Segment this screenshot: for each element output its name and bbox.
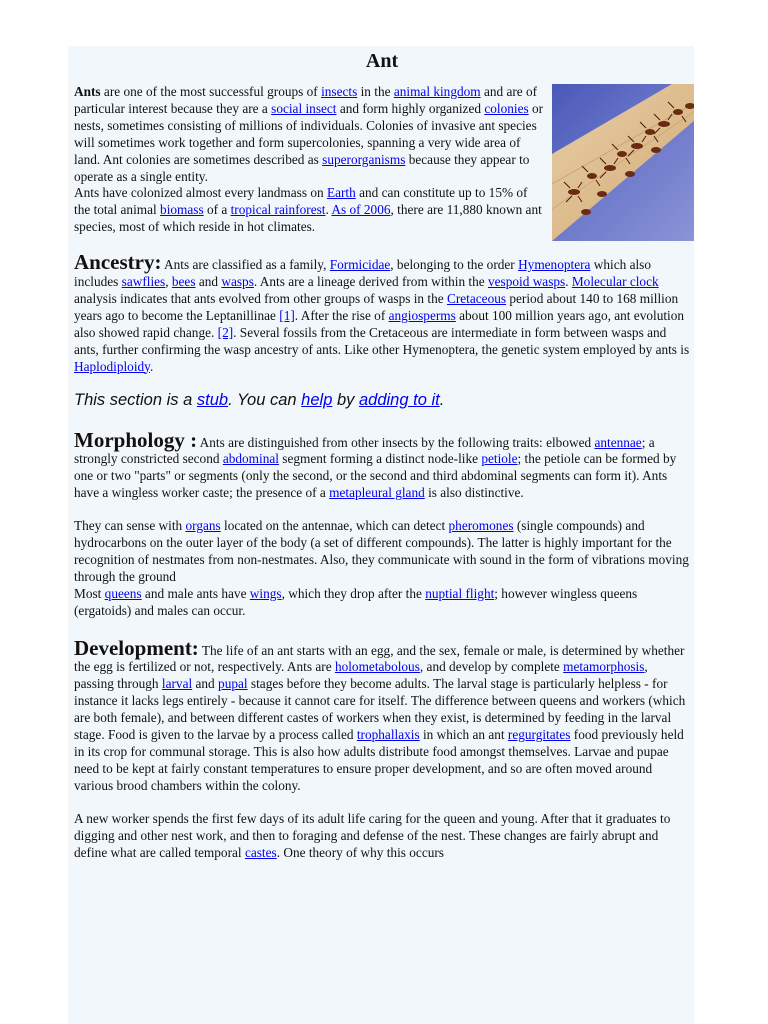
text-run: of a <box>203 202 231 218</box>
ants-photo <box>552 84 694 241</box>
text-run: in which an ant <box>419 727 508 743</box>
text-run: located on the antennae, which can detect <box>220 518 449 534</box>
link-holometabolous[interactable]: holometabolous <box>334 659 420 675</box>
page-title: Ant <box>365 50 399 72</box>
text-run: stages before they become adults. The larval stage is particularly helpless - for instance it lacks legs entirely - because it cannot care for itself. The difference between queens and workers (which are both female), and between different castes of workers when they exist, is determined by feeding in the larval stage. Food is given to the larvae by a process called <box>74 676 686 743</box>
text-run: analysis indicates that ants evolved from other groups of wasps in the <box>74 290 447 306</box>
link-sawflies[interactable]: sawflies <box>121 274 166 290</box>
link-organs[interactable]: organs <box>185 518 221 534</box>
text-run: which also includes <box>74 257 652 290</box>
morphology-paragraph-3 <box>74 586 690 620</box>
text-run: by <box>332 390 359 409</box>
link-abdominal[interactable]: abdominal <box>222 451 279 467</box>
text-run: segment forming a distinct node-like <box>278 451 482 467</box>
text-run: are one of the most successful groups of <box>100 84 322 99</box>
link-colonies[interactable]: colonies <box>484 100 529 116</box>
development-paragraph-2 <box>74 811 690 862</box>
link-metapleural-gland[interactable]: metapleural gland <box>329 485 425 501</box>
text-run: ; a strongly constricted second <box>74 434 655 467</box>
link-1[interactable]: [1] <box>279 307 295 323</box>
text-run: Ants are distinguished from other insects by the following traits: elbowed <box>197 434 595 450</box>
section-ancestry <box>74 250 690 375</box>
heading-morphology: Morphology : <box>74 427 198 452</box>
link-as-of-2006[interactable]: As of 2006 <box>331 202 391 218</box>
text-run: , <box>165 274 172 290</box>
text-run: Ants have colonized almost every landmass on <box>74 185 327 201</box>
text-run: Most <box>74 585 105 601</box>
text-run: Ants are classified as a family, <box>161 257 330 273</box>
morphology-paragraph-2 <box>74 518 690 586</box>
text-run: . Ants are a lineage derived from within the <box>253 274 488 290</box>
text-run: and <box>192 676 219 692</box>
link-hymenoptera[interactable]: Hymenoptera <box>518 257 591 273</box>
bold-term: Ants <box>74 84 101 99</box>
link-larval[interactable]: larval <box>161 676 193 692</box>
link-animal-kingdom[interactable]: animal kingdom <box>393 84 481 99</box>
text-run: They can sense with <box>74 518 186 534</box>
link-queens[interactable]: queens <box>104 585 142 601</box>
text-run: . You can <box>228 390 302 409</box>
text-run: , which they drop after the <box>281 585 426 601</box>
text-run: ; the petiole can be formed by one or two "parts" or segments (only the second, or the second and third abdominal segments can form it). Ants have a wingless worker caste; the presence of a <box>74 451 677 501</box>
development-text-1 <box>74 643 685 793</box>
document-page <box>68 46 694 1024</box>
link-wasps[interactable]: wasps <box>221 274 254 290</box>
link-regurgitates[interactable]: regurgitates <box>507 727 571 743</box>
section-development <box>74 635 690 795</box>
text-run: period about 140 to 168 million years ago to become the Leptanillinae <box>74 290 679 323</box>
stub-notice <box>74 390 690 410</box>
link-antennae[interactable]: antennae <box>594 434 642 450</box>
text-run: The life of an ant starts with an egg, and the sex, female or male, is determined by whether the egg is fertilized or not, respectively. Ants are <box>74 642 685 675</box>
text-run: about 100 million years ago, ant evolution also showed rapid change. <box>74 307 685 340</box>
text-run: and male ants have <box>141 585 250 601</box>
text-run: . <box>325 202 332 218</box>
text-run: or nests, sometimes consisting of millions of individuals. Colonies of invasive ant species will sometimes work together and form supercolonies, spanning a very wide area of land. Ant colonies are sometimes described as <box>74 100 544 167</box>
text-run: A new worker spends the first few days of its adult life caring for the queen and young. After that it graduates to digging and other nest work, and then to foraging and defense of the nest. These changes are fairly abrupt and define what are called temporal <box>74 810 671 860</box>
heading-development: Development: <box>74 635 199 660</box>
text-run: . After the rise of <box>294 307 389 323</box>
ancestry-text <box>74 257 689 373</box>
link-angiosperms[interactable]: angiosperms <box>388 307 456 323</box>
link-tropical-rainforest[interactable]: tropical rainforest <box>230 202 326 218</box>
text-run: . One theory of why this occurs <box>276 844 444 860</box>
text-run: and are of particular interest because they are a <box>74 84 538 116</box>
link-petiole[interactable]: petiole <box>481 451 518 467</box>
text-run: . <box>565 274 572 290</box>
text-run: and form highly organized <box>336 100 485 116</box>
text-run: and <box>195 274 222 290</box>
text-run: . <box>439 390 445 409</box>
ants-on-wood-image <box>552 84 694 241</box>
link-vespoid-wasps[interactable]: vespoid wasps <box>488 274 566 290</box>
link-wings[interactable]: wings <box>249 585 282 601</box>
link-superorganisms[interactable]: superorganisms <box>322 151 406 167</box>
text-run: . <box>149 358 154 374</box>
text-run: because they appear to operate as a single entity. <box>74 151 530 184</box>
text-run: food previously held in its crop for communal storage. This is also how adults distribute food amongst themselves. Larvae and pupae need to be kept at fairly constant temperatures to ensure proper development, and so are often moved around various brood chambers within the colony. <box>74 727 684 793</box>
link-help[interactable]: help <box>301 390 333 409</box>
text-run: , belonging to the order <box>390 257 519 273</box>
link-insects[interactable]: insects <box>321 84 358 99</box>
article <box>68 49 694 861</box>
link-formicidae[interactable]: Formicidae <box>329 257 391 273</box>
section-morphology <box>74 427 690 503</box>
text-run: , there are 11,880 known ant species, most of which reside in hot climates. <box>74 202 542 235</box>
text-run: and can constitute up to 15% of the total animal <box>74 185 528 218</box>
link-molecular-clock[interactable]: Molecular clock <box>571 274 659 290</box>
link-2[interactable]: [2] <box>217 324 234 340</box>
link-earth[interactable]: Earth <box>326 185 356 201</box>
link-pheromones[interactable]: pheromones <box>448 518 514 534</box>
link-nuptial-flight[interactable]: nuptial flight <box>425 585 495 601</box>
heading-ancestry: Ancestry: <box>74 250 162 275</box>
link-social-insect[interactable]: social insect <box>271 100 337 116</box>
link-metamorphosis[interactable]: metamorphosis <box>563 659 645 675</box>
link-castes[interactable]: castes <box>244 844 277 860</box>
link-cretaceous[interactable]: Cretaceous <box>446 290 507 306</box>
text-run: This section is a <box>74 390 197 409</box>
link-bees[interactable]: bees <box>171 274 196 290</box>
text-run: , and develop by complete <box>419 659 564 675</box>
text-run: . Several fossils from the Cretaceous are intermediate in form between wasps and ants, further confirming the wasp ancestry of ants. Like other Hymenoptera, the genetic system employed by ants is <box>74 324 690 357</box>
text-run: , passing through <box>74 659 648 692</box>
text-run: (single compounds) and hydrocarbons on the outer layer of the body (a set of different compounds). The latter is highly important for the recognition of nestmates from non-nestmates. Also, they communicate with sound in the form of vibrations moving through the ground <box>74 518 689 584</box>
link-haplodiploidy[interactable]: Haplodiploidy <box>74 358 150 374</box>
text-run: in the <box>357 84 394 99</box>
link-trophallaxis[interactable]: trophallaxis <box>356 727 420 743</box>
link-biomass[interactable]: biomass <box>160 202 204 218</box>
text-run: ; however wingless queens (ergatoids) and males can occur. <box>74 585 638 618</box>
link-stub[interactable]: stub <box>196 390 229 409</box>
link-adding-to-it[interactable]: adding to it <box>358 390 440 409</box>
text-run: is also distinctive. <box>424 485 524 501</box>
link-pupal[interactable]: pupal <box>218 676 248 692</box>
